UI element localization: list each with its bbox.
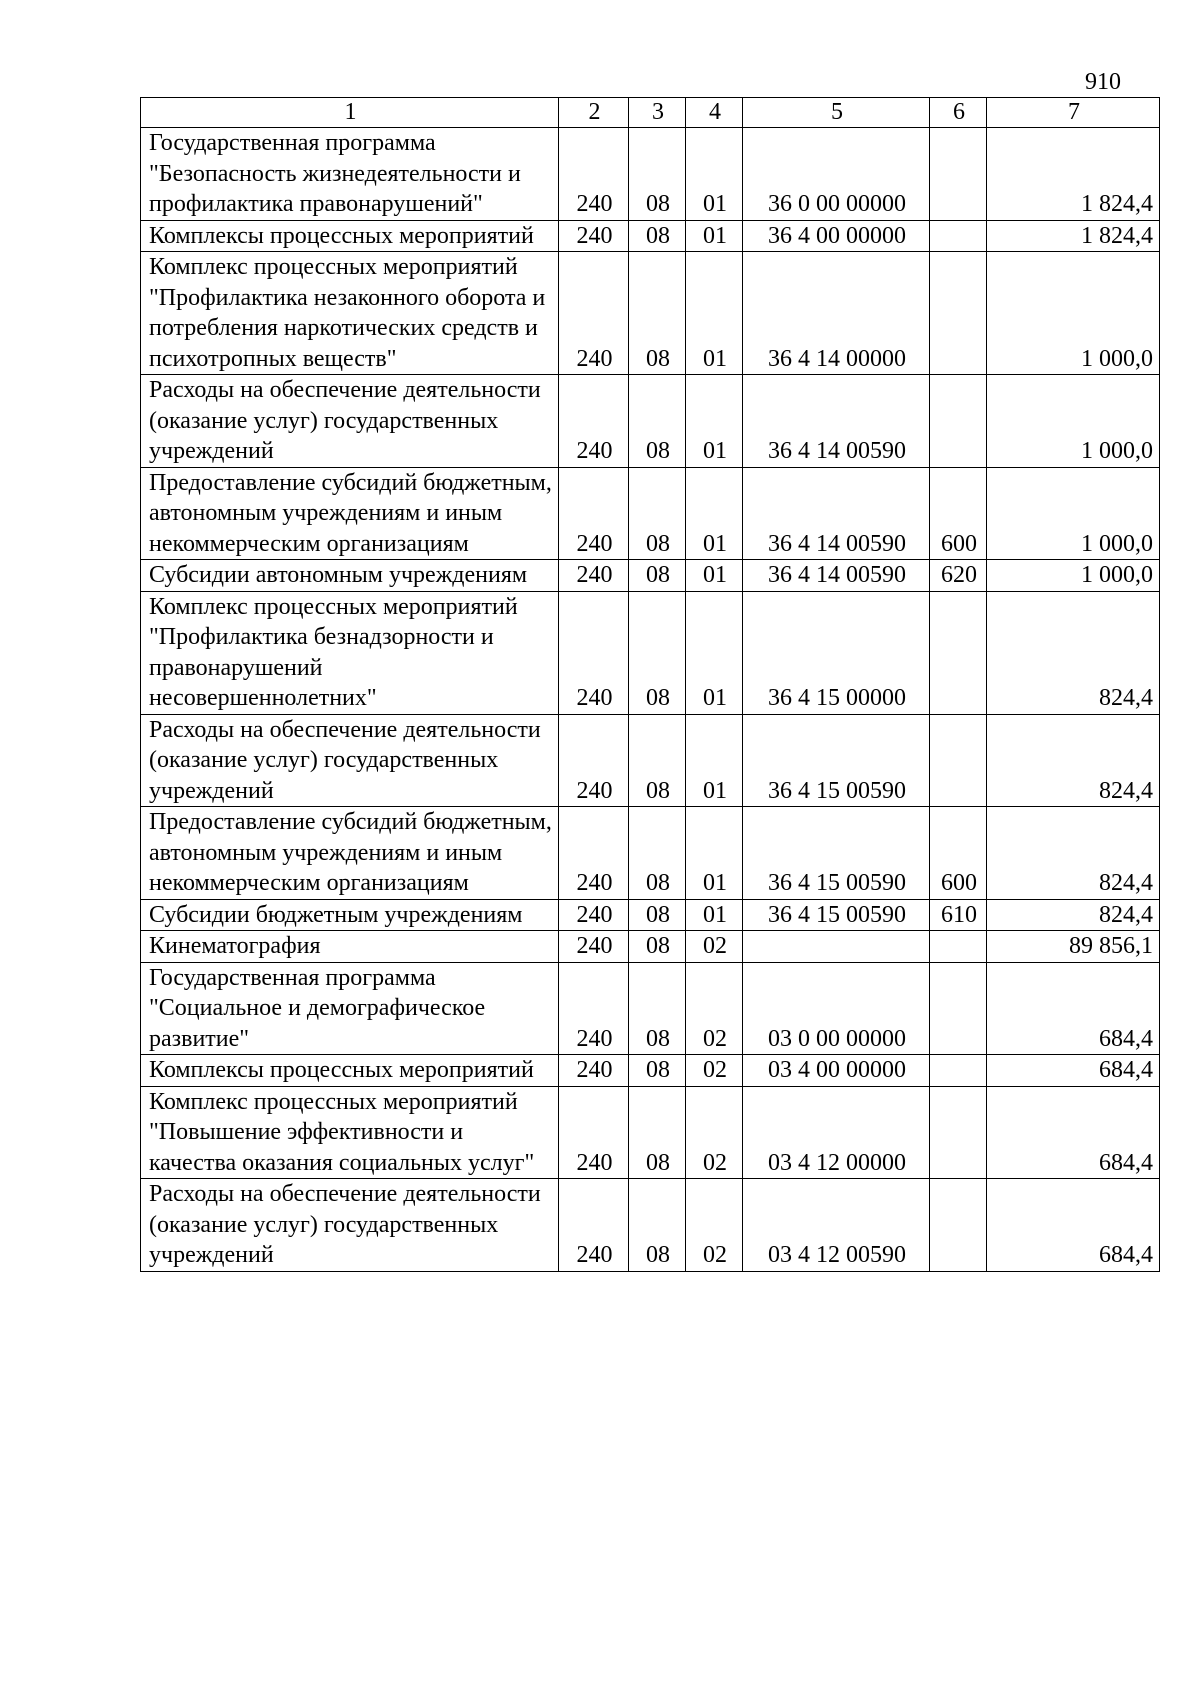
cell-ved: 240 bbox=[559, 931, 629, 963]
cell-section: 08 bbox=[629, 899, 686, 931]
cell-name: Кинематография bbox=[141, 931, 559, 963]
cell-subsection: 01 bbox=[686, 375, 743, 468]
cell-subsection: 01 bbox=[686, 128, 743, 221]
cell-expense-type: 600 bbox=[930, 467, 987, 560]
cell-amount: 824,4 bbox=[987, 714, 1160, 807]
table-row bbox=[141, 467, 1160, 560]
cell-section: 08 bbox=[629, 807, 686, 900]
cell-section: 08 bbox=[629, 375, 686, 468]
cell-target-article: 03 0 00 00000 bbox=[743, 962, 930, 1055]
cell-name: Государственная программа "Социальное и демографическое развитие" bbox=[141, 962, 559, 1055]
cell-amount: 824,4 bbox=[987, 899, 1160, 931]
cell-subsection: 01 bbox=[686, 807, 743, 900]
cell-target-article: 03 4 12 00590 bbox=[743, 1179, 930, 1272]
table-row bbox=[141, 560, 1160, 592]
cell-section: 08 bbox=[629, 220, 686, 252]
cell-name: Комплекс процессных мероприятий "Профилактика безнадзорности и правонарушений несовершеннолетних" bbox=[141, 591, 559, 714]
cell-ved: 240 bbox=[559, 714, 629, 807]
cell-amount: 89 856,1 bbox=[987, 931, 1160, 963]
cell-ved: 240 bbox=[559, 807, 629, 900]
cell-subsection: 01 bbox=[686, 252, 743, 375]
table-row bbox=[141, 899, 1160, 931]
cell-section: 08 bbox=[629, 1055, 686, 1087]
cell-section: 08 bbox=[629, 467, 686, 560]
cell-name: Комплексы процессных мероприятий bbox=[141, 1055, 559, 1087]
cell-amount: 824,4 bbox=[987, 591, 1160, 714]
cell-name: Расходы на обеспечение деятельности (оказание услуг) государственных учреждений bbox=[141, 375, 559, 468]
cell-expense-type bbox=[930, 1179, 987, 1272]
cell-subsection: 02 bbox=[686, 962, 743, 1055]
cell-section: 08 bbox=[629, 128, 686, 221]
cell-expense-type bbox=[930, 128, 987, 221]
table-row bbox=[141, 252, 1160, 375]
header-col-1: 1 bbox=[141, 98, 559, 128]
cell-amount: 1 000,0 bbox=[987, 252, 1160, 375]
cell-amount: 1 000,0 bbox=[987, 560, 1160, 592]
cell-section: 08 bbox=[629, 591, 686, 714]
cell-expense-type bbox=[930, 220, 987, 252]
table-row bbox=[141, 931, 1160, 963]
cell-subsection: 01 bbox=[686, 591, 743, 714]
cell-ved: 240 bbox=[559, 467, 629, 560]
cell-expense-type bbox=[930, 1086, 987, 1179]
cell-expense-type bbox=[930, 962, 987, 1055]
header-col-6: 6 bbox=[930, 98, 987, 128]
cell-target-article: 36 4 15 00000 bbox=[743, 591, 930, 714]
cell-ved: 240 bbox=[559, 1179, 629, 1272]
cell-target-article: 03 4 00 00000 bbox=[743, 1055, 930, 1087]
table-row bbox=[141, 1055, 1160, 1087]
table-row bbox=[141, 375, 1160, 468]
cell-name: Субсидии бюджетным учреждениям bbox=[141, 899, 559, 931]
cell-expense-type bbox=[930, 375, 987, 468]
header-row bbox=[141, 98, 1160, 128]
cell-expense-type bbox=[930, 591, 987, 714]
cell-name: Комплексы процессных мероприятий bbox=[141, 220, 559, 252]
table-body bbox=[141, 128, 1160, 1272]
cell-ved: 240 bbox=[559, 128, 629, 221]
cell-target-article: 36 4 00 00000 bbox=[743, 220, 930, 252]
cell-name: Комплекс процессных мероприятий "Профилактика незаконного оборота и потребления наркотических средств и психотропных веществ" bbox=[141, 252, 559, 375]
cell-ved: 240 bbox=[559, 252, 629, 375]
cell-name: Субсидии автономным учреждениям bbox=[141, 560, 559, 592]
cell-expense-type bbox=[930, 931, 987, 963]
cell-amount: 1 824,4 bbox=[987, 128, 1160, 221]
cell-target-article: 36 4 15 00590 bbox=[743, 714, 930, 807]
header-col-5: 5 bbox=[743, 98, 930, 128]
cell-ved: 240 bbox=[559, 375, 629, 468]
cell-name: Расходы на обеспечение деятельности (оказание услуг) государственных учреждений bbox=[141, 1179, 559, 1272]
cell-target-article: 36 4 14 00590 bbox=[743, 375, 930, 468]
table-row bbox=[141, 1086, 1160, 1179]
table-row bbox=[141, 1179, 1160, 1272]
cell-expense-type bbox=[930, 1055, 987, 1087]
cell-subsection: 01 bbox=[686, 899, 743, 931]
cell-name: Предоставление субсидий бюджетным, автономным учреждениям и иным некоммерческим организациям bbox=[141, 807, 559, 900]
cell-target-article: 36 4 15 00590 bbox=[743, 807, 930, 900]
cell-expense-type: 610 bbox=[930, 899, 987, 931]
cell-name: Государственная программа "Безопасность жизнедеятельности и профилактика правонарушений" bbox=[141, 128, 559, 221]
cell-expense-type bbox=[930, 714, 987, 807]
header-col-2: 2 bbox=[559, 98, 629, 128]
header-col-3: 3 bbox=[629, 98, 686, 128]
cell-target-article: 03 4 12 00000 bbox=[743, 1086, 930, 1179]
table-row bbox=[141, 591, 1160, 714]
cell-amount: 1 000,0 bbox=[987, 375, 1160, 468]
cell-subsection: 02 bbox=[686, 931, 743, 963]
cell-amount: 1 000,0 bbox=[987, 467, 1160, 560]
cell-name: Предоставление субсидий бюджетным, автономным учреждениям и иным некоммерческим организациям bbox=[141, 467, 559, 560]
cell-section: 08 bbox=[629, 252, 686, 375]
table-row bbox=[141, 714, 1160, 807]
cell-section: 08 bbox=[629, 714, 686, 807]
budget-table bbox=[140, 97, 1160, 1272]
cell-section: 08 bbox=[629, 1179, 686, 1272]
cell-ved: 240 bbox=[559, 899, 629, 931]
cell-subsection: 01 bbox=[686, 714, 743, 807]
table-row bbox=[141, 962, 1160, 1055]
cell-target-article: 36 4 15 00590 bbox=[743, 899, 930, 931]
cell-amount: 684,4 bbox=[987, 1179, 1160, 1272]
cell-section: 08 bbox=[629, 931, 686, 963]
cell-amount: 684,4 bbox=[987, 1086, 1160, 1179]
cell-amount: 684,4 bbox=[987, 962, 1160, 1055]
cell-subsection: 02 bbox=[686, 1086, 743, 1179]
cell-expense-type: 620 bbox=[930, 560, 987, 592]
table-row bbox=[141, 807, 1160, 900]
cell-amount: 1 824,4 bbox=[987, 220, 1160, 252]
cell-target-article: 36 4 14 00000 bbox=[743, 252, 930, 375]
cell-subsection: 02 bbox=[686, 1055, 743, 1087]
cell-subsection: 01 bbox=[686, 560, 743, 592]
cell-ved: 240 bbox=[559, 962, 629, 1055]
header-col-7: 7 bbox=[987, 98, 1160, 128]
cell-target-article bbox=[743, 931, 930, 963]
cell-name: Расходы на обеспечение деятельности (оказание услуг) государственных учреждений bbox=[141, 714, 559, 807]
cell-target-article: 36 4 14 00590 bbox=[743, 560, 930, 592]
cell-subsection: 02 bbox=[686, 1179, 743, 1272]
cell-ved: 240 bbox=[559, 1086, 629, 1179]
cell-section: 08 bbox=[629, 962, 686, 1055]
page-number: 910 bbox=[1085, 69, 1121, 95]
cell-target-article: 36 4 14 00590 bbox=[743, 467, 930, 560]
table-row bbox=[141, 128, 1160, 221]
cell-section: 08 bbox=[629, 1086, 686, 1179]
cell-amount: 684,4 bbox=[987, 1055, 1160, 1087]
cell-subsection: 01 bbox=[686, 467, 743, 560]
cell-ved: 240 bbox=[559, 220, 629, 252]
cell-ved: 240 bbox=[559, 1055, 629, 1087]
cell-target-article: 36 0 00 00000 bbox=[743, 128, 930, 221]
header-col-4: 4 bbox=[686, 98, 743, 128]
cell-ved: 240 bbox=[559, 591, 629, 714]
table-row bbox=[141, 220, 1160, 252]
cell-subsection: 01 bbox=[686, 220, 743, 252]
cell-expense-type bbox=[930, 252, 987, 375]
cell-ved: 240 bbox=[559, 560, 629, 592]
cell-amount: 824,4 bbox=[987, 807, 1160, 900]
cell-expense-type: 600 bbox=[930, 807, 987, 900]
cell-name: Комплекс процессных мероприятий "Повышение эффективности и качества оказания социальных услуг" bbox=[141, 1086, 559, 1179]
cell-section: 08 bbox=[629, 560, 686, 592]
